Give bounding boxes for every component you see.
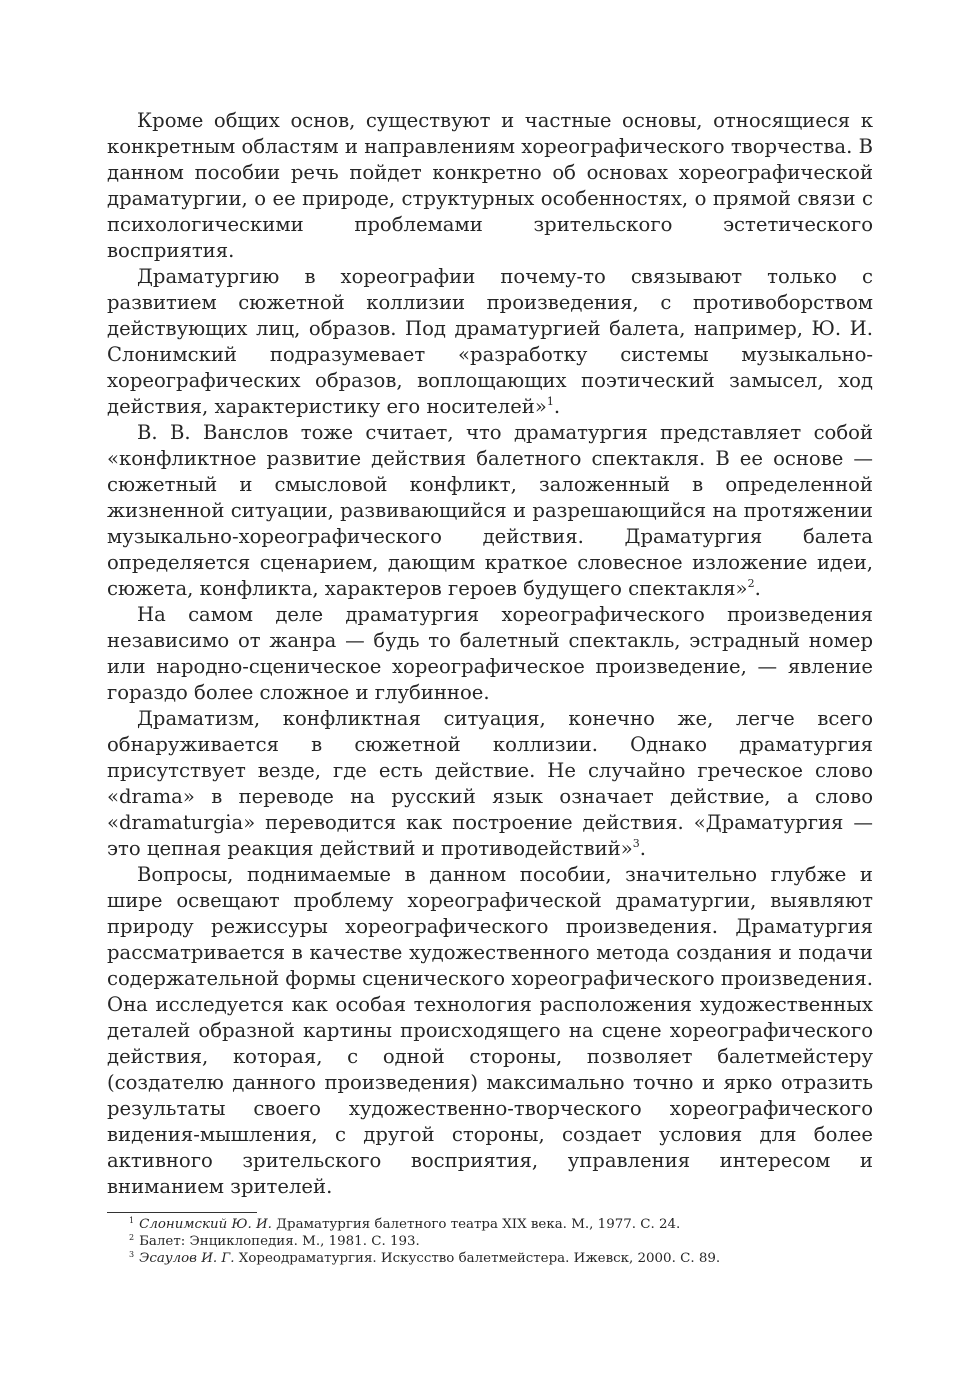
footnote-1 [107, 1216, 873, 1233]
footnote-text-2: Балет: Энциклопедия. М., 1981. С. 193. [139, 1234, 420, 1249]
paragraph-4-text: На самом деле драматургия хореографического произведения независимо от жанра — будь то балетный спектакль, эстрадный номер или народно-сценическое хореографическое произведение, — явление гораздо более сложное и глубинное. [107, 603, 873, 704]
footnote-ref-3[interactable]: 3 [632, 837, 640, 850]
footnote-author-1: Слонимский Ю. И. [139, 1217, 272, 1232]
footnote-number-1: 1 [129, 1216, 135, 1225]
paragraph-1 [107, 108, 873, 264]
paragraph-6 [107, 862, 873, 1200]
footnote-ref-1[interactable]: 1 [546, 395, 554, 408]
paragraph-2: Драматургию в хореографии почему-то связывают только с развитием сюжетной коллизии произведения, с противоборством действующих лиц, образов. Под драматургией балета, например, Ю. И. Слонимский подразумевает «разработку системы музыкально-хореографических образов, воплощающих поэтический замысел, ход действия, характеристику его носителей»$^1$. [107, 265, 873, 418]
footnote-divider [107, 1212, 257, 1213]
footnote-number-3: 3 [129, 1250, 135, 1259]
footnote-ref-2[interactable]: 2 [747, 577, 755, 590]
paragraph-1-text: Кроме общих основ, существуют и частные основы, относящиеся к конкретным областям и направлениям хореографического творчества. В данном пособии речь пойдет конкретно об основах хореографической драматургии, о ее природе, структурных особенностях, о прямой связи с психологическими проблемами зрительского эстетического восприятия. [107, 109, 873, 262]
footnote-author-3: Эсаулов И. Г. [139, 1251, 235, 1266]
paragraph-5-text: Драматизм, конфликтная ситуация, конечно же, легче всего обнаруживается в сюжетной коллизии. Однако драматургия присутствует везде, где есть действие. Не случайно греческое слово «drama» в переводе на русский язык означает действие, а слово «dramaturgia» переводится как построение действия. «Драматургия — это цепная реакция действий и противодействий» [107, 707, 873, 860]
paragraph-5: Драматизм, конфликтная ситуация, конечно же, легче всего обнаруживается в сюжетной коллизии. Однако драматургия присутствует везде, где есть действие. Не случайно греческое слово «drama» в переводе на русский язык означает действие, а слово «dramaturgia» переводится как построение действия. «Драматургия — это цепная реакция действий и противодействий»$^3$. [107, 707, 873, 860]
footnote-text-1: Драматургия балетного театра XIX века. М., 1977. С. 24. [271, 1217, 681, 1232]
footnotes [107, 1216, 873, 1267]
footnote-2 [107, 1233, 873, 1250]
paragraph-4 [107, 602, 873, 706]
body-text [107, 108, 873, 1200]
footnote-number-2: 2 [129, 1233, 135, 1242]
paragraph-6-text: Вопросы, поднимаемые в данном пособии, значительно глубже и шире освещают проблему хореографической драматургии, выявляют природу режиссуры хореографического произведения. Драматургия рассматривается в качестве художественного метода создания и подачи содержательной формы сценического хореографического произведения. Она исследуется как особая технология расположения художественных деталей образной картины происходящего на сцене хореографического действия, которая, с одной стороны, позволяет балетмейстеру (создателю данного произведения) максимально точно и ярко отразить результаты своего художественно-творческого хореографического видения-мышления, с другой стороны, создает условия для более активного зрительского восприятия, управления интересом и вниманием зрителей. [107, 863, 873, 1198]
footnote-text-3: Хореодраматургия. Искусство балетмейстера. Ижевск, 2000. С. 89. [234, 1251, 721, 1266]
footnote-3 [107, 1250, 873, 1267]
paragraph-3-text: В. В. Ванслов тоже считает, что драматургия представляет собой «конфликтное развитие действия балетного спектакля. В ее основе — сюжетный и смысловой конфликт, заложенный в определенной жизненной ситуации, развивающийся и разрешающийся на протяжении музыкально-хореографического действия. Драматургия балета определяется сценарием, дающим краткое словесное изложение идеи, сюжета, конфликта, характеров героев будущего спектакля» [107, 421, 873, 600]
paragraph-3: В. В. Ванслов тоже считает, что драматургия представляет собой «конфликтное развитие действия балетного спектакля. В ее основе — сюжетный и смысловой конфликт, заложенный в определенной жизненной ситуации, развивающийся и разрешающийся на протяжении музыкально-хореографического действия. Драматургия балета определяется сценарием, дающим краткое словесное изложение идеи, сюжета, конфликта, характеров героев будущего спектакля»$^2$. [107, 421, 873, 600]
paragraph-2-text: Драматургию в хореографии почему-то связывают только с развитием сюжетной коллизии произведения, с противоборством действующих лиц, образов. Под драматургией балета, например, Ю. И. Слонимский подразумевает «разработку системы музыкально-хореографических образов, воплощающих поэтический замысел, ход действия, характеристику его носителей» [107, 265, 873, 418]
